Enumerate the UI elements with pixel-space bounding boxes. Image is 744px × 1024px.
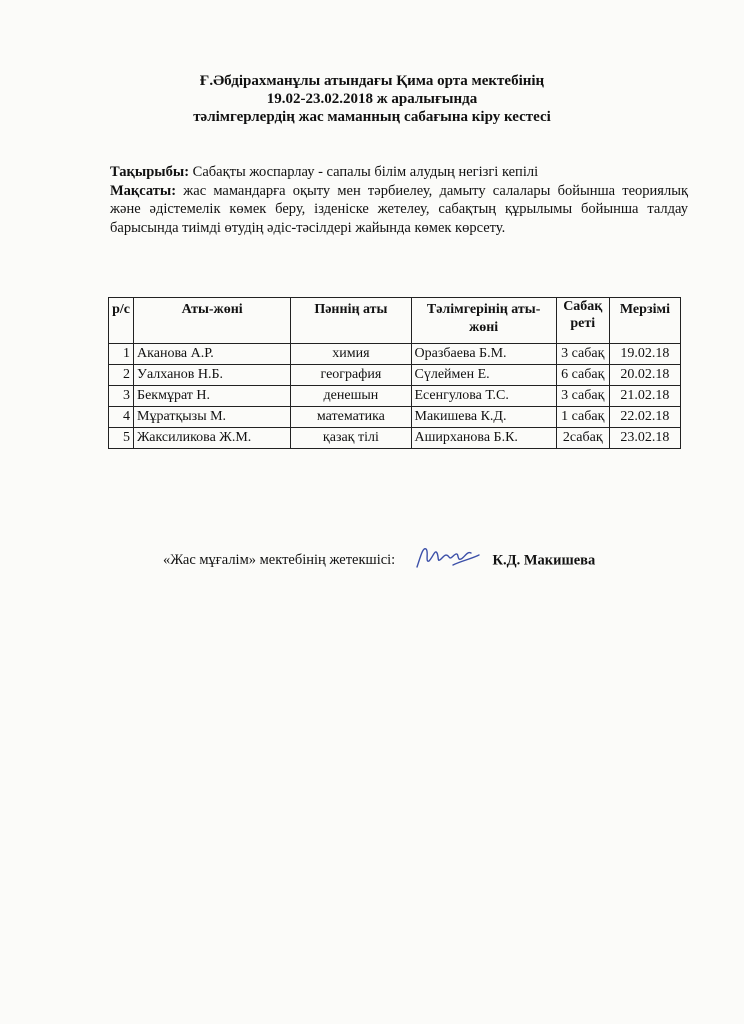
cell-num: 3 [109, 386, 134, 407]
header-line-3: тәлімгерлердің жас маманның сабағына кіру кестесі [193, 109, 551, 125]
goal-text: жас мамандарға оқыту мен тәрбиелеу, дамыту салалары бойынша теориялық және әдістемелік көмек беру, ізденіске жетелеу, сабақтың құрылымы бойынша талдау барысында тиімді өтудің әдіс-тәсілдері жайында көмек көрсету. [110, 182, 688, 236]
goal-paragraph [110, 182, 688, 238]
col-header-subject: Пәннің аты [291, 298, 411, 344]
cell-date: 23.02.18 [609, 428, 680, 449]
cell-lesson: 2сабақ [556, 428, 609, 449]
header-line-2: 19.02-23.02.2018 ж аралығында [266, 91, 478, 107]
table-row [109, 407, 681, 428]
cell-subject: қазақ тілі [291, 428, 411, 449]
cell-num: 1 [109, 344, 134, 365]
cell-mentor: Макишева К.Д. [411, 407, 556, 428]
cell-name: Бекмұрат Н. [134, 386, 291, 407]
cell-num: 5 [109, 428, 134, 449]
table-row [109, 428, 681, 449]
table-header-row [109, 298, 681, 344]
cell-lesson: 6 сабақ [556, 365, 609, 386]
cell-subject: география [291, 365, 411, 386]
signature-label: «Жас мұғалім» мектебінің жетекшісі: [163, 552, 396, 569]
signature-line [163, 551, 683, 571]
cell-mentor: Сүлеймен Е. [411, 365, 556, 386]
cell-name: Аканова А.Р. [134, 344, 291, 365]
col-header-num: р/с [109, 298, 134, 344]
header-line-1: Ғ.Әбдірахманұлы атындағы Қима орта мектебінің [199, 73, 545, 89]
col-header-date: Мерзімі [609, 298, 680, 344]
col-header-name: Аты-жөні [134, 298, 291, 344]
cell-num: 2 [109, 365, 134, 386]
cell-lesson: 3 сабақ [556, 344, 609, 365]
cell-lesson: 1 сабақ [556, 407, 609, 428]
cell-subject: денешын [291, 386, 411, 407]
col-header-lesson: Сабақ реті [556, 298, 609, 344]
intro-section [110, 163, 688, 237]
topic-paragraph [110, 163, 688, 182]
cell-date: 20.02.18 [609, 365, 680, 386]
cell-name: Уалханов Н.Б. [134, 365, 291, 386]
schedule-table [108, 297, 681, 449]
cell-date: 21.02.18 [609, 386, 680, 407]
topic-text: Сабақты жоспарлау - сапалы білім алудың негізгі кепілі [189, 164, 539, 180]
cell-num: 4 [109, 407, 134, 428]
cell-lesson: 3 сабақ [556, 386, 609, 407]
table-row [109, 344, 681, 365]
col-header-mentor: Тәлімгерінің аты-жөні [411, 298, 556, 344]
topic-label: Тақырыбы: [110, 164, 190, 180]
cell-mentor: Оразбаева Б.М. [411, 344, 556, 365]
document-header [0, 72, 744, 126]
cell-name: Мұратқызы М. [134, 407, 291, 428]
goal-label: Мақсаты: [110, 182, 177, 199]
cell-mentor: Есенгулова Т.С. [411, 386, 556, 407]
cell-subject: химия [291, 344, 411, 365]
table-row [109, 365, 681, 386]
signatory-name: К.Д. Макишева [492, 552, 596, 569]
handwritten-signature-icon [413, 541, 483, 571]
cell-subject: математика [291, 407, 411, 428]
cell-name: Жаксиликова Ж.М. [134, 428, 291, 449]
table-row [109, 386, 681, 407]
cell-mentor: Аширханова Б.К. [411, 428, 556, 449]
cell-date: 22.02.18 [609, 407, 680, 428]
cell-date: 19.02.18 [609, 344, 680, 365]
